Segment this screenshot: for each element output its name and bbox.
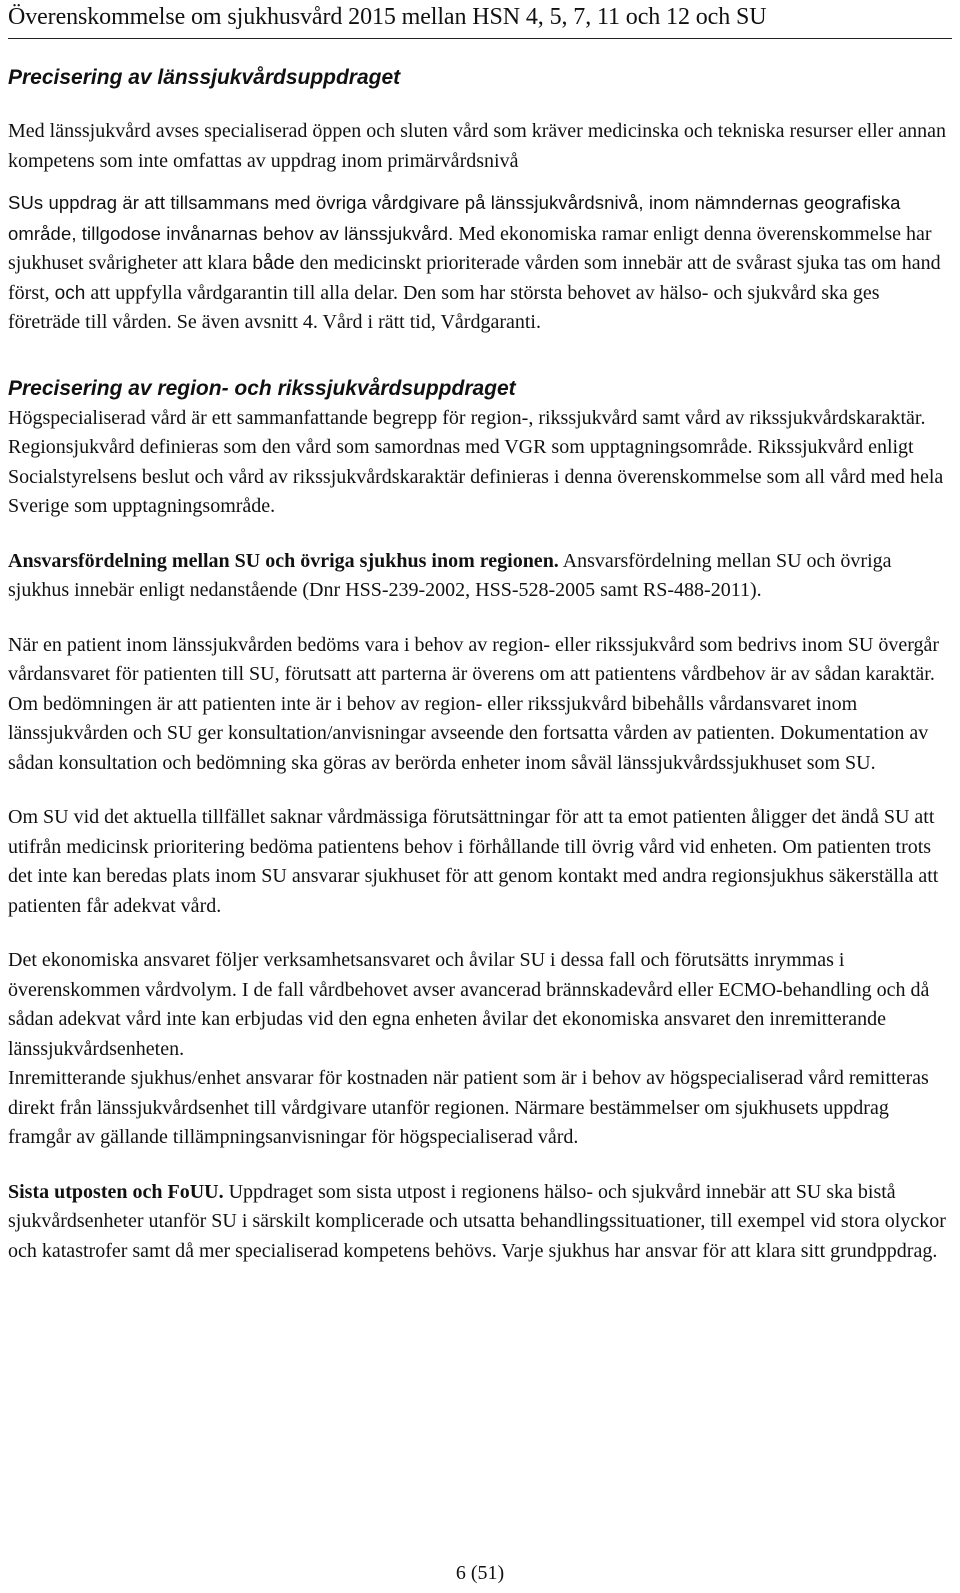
paragraph-hogspecialiserad-vard: Högspecialiserad vård är ett sammanfattande begrepp för region-, rikssjukvård samt vård av rikssjukvårdskaraktär. Regionsjukvård definieras som den vård som samordnas med VGR som upptagningsområde. Rikssjukvård enligt Socialstyrelsens beslut och vård av rikssjukvårdskaraktär definieras i denna överenskommelse som all vård med hela Sverige som upptagningsområde. xyxy=(8,406,944,517)
paragraph-ekonomiskt-ansvar: Det ekonomiska ansvaret följer verksamhetsansvaret och åvilar SU i dessa fall och förutsätts inrymmas i överenskommen vårdvolym. I de fall vårdbehovet avser avancerad brännskadevård eller ECMO-behandling och då sådan adekvat vård inte kan erbjudas vid den egna enheten åvilar det ekonomiska ansvaret den inremitterande länssjukvårdsenheten. xyxy=(8,949,930,1060)
ansvarsfordelning-text: Ansvarsfördelning mellan SU och övriga sjukhus innebär enligt nedanstående (Dnr HSS-239-2002, HSS-528-2005 samt RS-488-2011). xyxy=(8,549,892,601)
sus-uppdrag-text-2: den medicinskt prioriterade vården som innebär att de svårast sjuka tas om hand först, xyxy=(8,252,941,304)
sista-utposten-text: Uppdraget som sista utpost i regionens hälso- och sjukvård innebär att SU ska bistå sjukvårdsenheter utanför SU i särskilt komplicerade och utsatta behandlingssituationer, till exempel vid stora olyckor och katastrofer samt då mer specialiserad kompetens behövs. Varje sjukhus har ansvar för att klara sitt grundppdrag. xyxy=(8,1180,946,1262)
paragraph-sus-uppdrag xyxy=(8,188,952,338)
sus-uppdrag-text-3: att uppfylla vårdgarantin till alla delar. Den som har största behovet av hälso- och sjukvård ska ges företräde till vården. Se även avsnitt 4. Vård i rätt tid, Vårdgaranti. xyxy=(8,281,880,333)
paragraph-inremitterande: Inremitterande sjukhus/enhet ansvarar för kostnaden när patient som är i behov av högspecialiserad vård remitteras direkt från länssjukvårdsenhet till vårdgivare utanför regionen. Närmare bestämmelser om sjukhusets uppdrag framgår av gällande tillämpningsanvisningar för högspecialiserad vård. xyxy=(8,1067,929,1148)
paragraph-ansvarsfordelning xyxy=(8,547,952,606)
sus-uppdrag-sans-text: SUs uppdrag är att tillsammans med övriga vårdgivare på länssjukvårdsnivå, inom nämndernas geografiska område, tillgodose invånarnas behov av länssjukvård. xyxy=(8,192,901,244)
section-heading-region-rikssjukvard: Precisering av region- och rikssjukvårdsuppdraget xyxy=(8,376,516,400)
sista-utposten-lead: Sista utposten och FoUU. xyxy=(8,1180,224,1203)
page-number: 6 (51) xyxy=(455,1562,505,1584)
sus-uppdrag-text-1: Med ekonomiska ramar enligt denna överenskommelse har sjukhuset svårigheter att klara xyxy=(8,222,932,274)
paragraph-lanssjukvard-definition: Med länssjukvård avses specialiserad öppen och sluten vård som kräver medicinska och tekniska resurser eller annan kompetens som inte omfattas av uppdrag inom primärvårdsnivå xyxy=(8,120,947,172)
sus-uppdrag-bade: både xyxy=(252,253,295,274)
running-header: Överenskommelse om sjukhusvård 2015 mellan HSN 4, 5, 7, 11 och 12 och SU xyxy=(8,2,952,39)
paragraph-patient-overgang: När en patient inom länssjukvården bedöms vara i behov av region- eller rikssjukvård som bedrivs inom SU övergår vårdansvaret för patienten till SU, förutsatt att parterna är överens om att patientens vårdbehov är av sådan karaktär. Om bedömningen är att patienten inte är i behov av region- eller rikssjukvård bibehålls vårdansvaret inom länssjukvården och SU ger konsultation/anvisningar avseende den fortsatta vården av patienten. Dokumentation av sådan konsultation och bedömning ska göras av berörda enheter inom såväl länssjukvårdssjukhuset som SU. xyxy=(8,633,940,774)
section-heading-lanssjukvard: Precisering av länssjukvårdsuppdraget xyxy=(8,66,401,89)
paragraph-sista-utposten xyxy=(8,1178,952,1267)
paragraph-su-saknar-forutsattningar: Om SU vid det aktuella tillfället saknar vårdmässiga förutsättningar för att ta emot patienten åligger det ändå SU att utifrån medicinsk prioritering bedöma patientens behov i förhållande till övrig vård vid enheten. Om patienten trots det inte kan beredas plats inom SU ansvarar sjukhuset för att genom kontakt med andra regionsjukhus säkerställa att patienten får adekvat vård. xyxy=(8,806,939,917)
sus-uppdrag-och: och xyxy=(54,282,86,304)
ansvarsfordelning-lead: Ansvarsfördelning mellan SU och övriga sjukhus inom regionen. xyxy=(8,549,559,572)
